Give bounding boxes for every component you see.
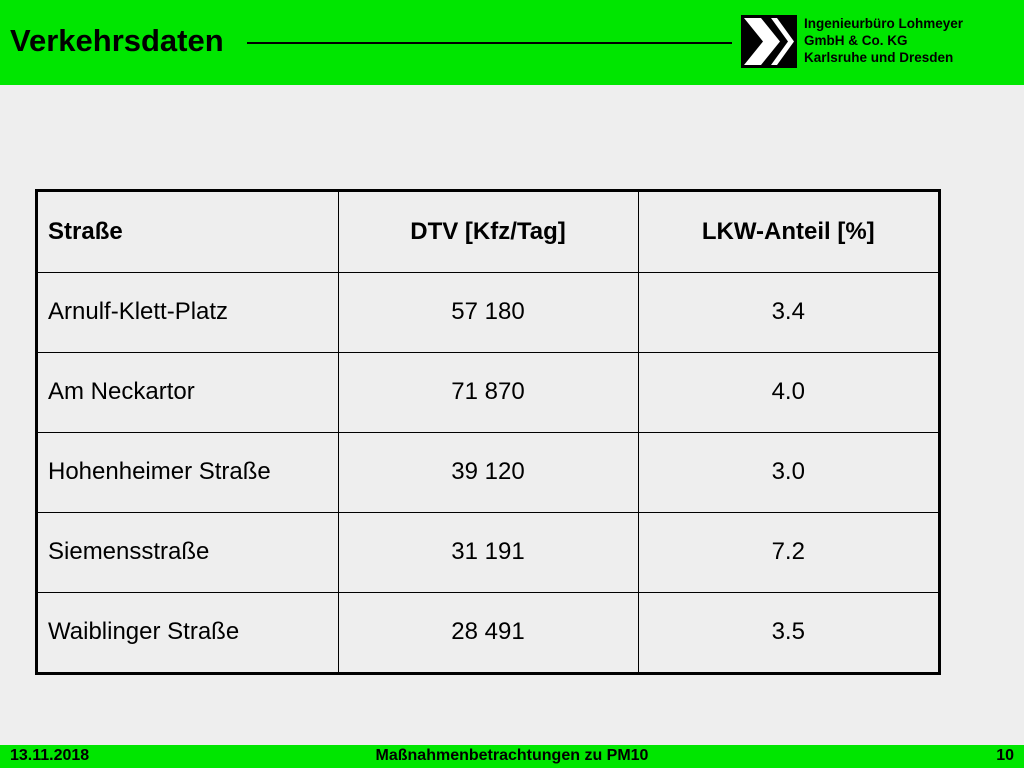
table-header-row: [38, 192, 938, 272]
cell-street: Hohenheimer Straße: [38, 432, 338, 512]
page-title: Verkehrsdaten: [10, 23, 224, 58]
cell-street: Waiblinger Straße: [38, 592, 338, 672]
title-underline: [247, 42, 732, 44]
cell-street: Siemensstraße: [38, 512, 338, 592]
column-header-street: Straße: [38, 192, 338, 272]
footer-page-number: 10: [996, 747, 1014, 764]
company-legal-form: GmbH & Co. KG: [804, 33, 908, 48]
company-info: [804, 15, 963, 66]
cell-truck-share: 7.2: [638, 512, 938, 592]
table-row: [38, 512, 938, 592]
table-row: [38, 272, 938, 352]
column-header-truck-share: LKW-Anteil [%]: [638, 192, 938, 272]
cell-truck-share: 4.0: [638, 352, 938, 432]
table-row: [38, 432, 938, 512]
cell-street: Arnulf-Klett-Platz: [38, 272, 338, 352]
company-locations: Karlsruhe und Dresden: [804, 50, 954, 65]
cell-truck-share: 3.5: [638, 592, 938, 672]
cell-dtv: 28 491: [338, 592, 638, 672]
cell-truck-share: 3.0: [638, 432, 938, 512]
footer-bar: [0, 745, 1024, 768]
company-name: Ingenieurbüro Lohmeyer: [804, 16, 964, 31]
footer-presentation-title: Maßnahmenbetrachtungen zu PM10: [375, 747, 649, 764]
traffic-data-table: [35, 189, 941, 675]
table-row: [38, 592, 938, 672]
cell-dtv: 71 870: [338, 352, 638, 432]
arrow-logo-icon: [741, 15, 797, 68]
cell-dtv: 31 191: [338, 512, 638, 592]
cell-dtv: 39 120: [338, 432, 638, 512]
header-bar: [0, 0, 1024, 85]
cell-dtv: 57 180: [338, 272, 638, 352]
table-row: [38, 352, 938, 432]
cell-truck-share: 3.4: [638, 272, 938, 352]
footer-date: 13.11.2018: [10, 747, 90, 764]
cell-street: Am Neckartor: [38, 352, 338, 432]
column-header-dtv: DTV [Kfz/Tag]: [338, 192, 638, 272]
